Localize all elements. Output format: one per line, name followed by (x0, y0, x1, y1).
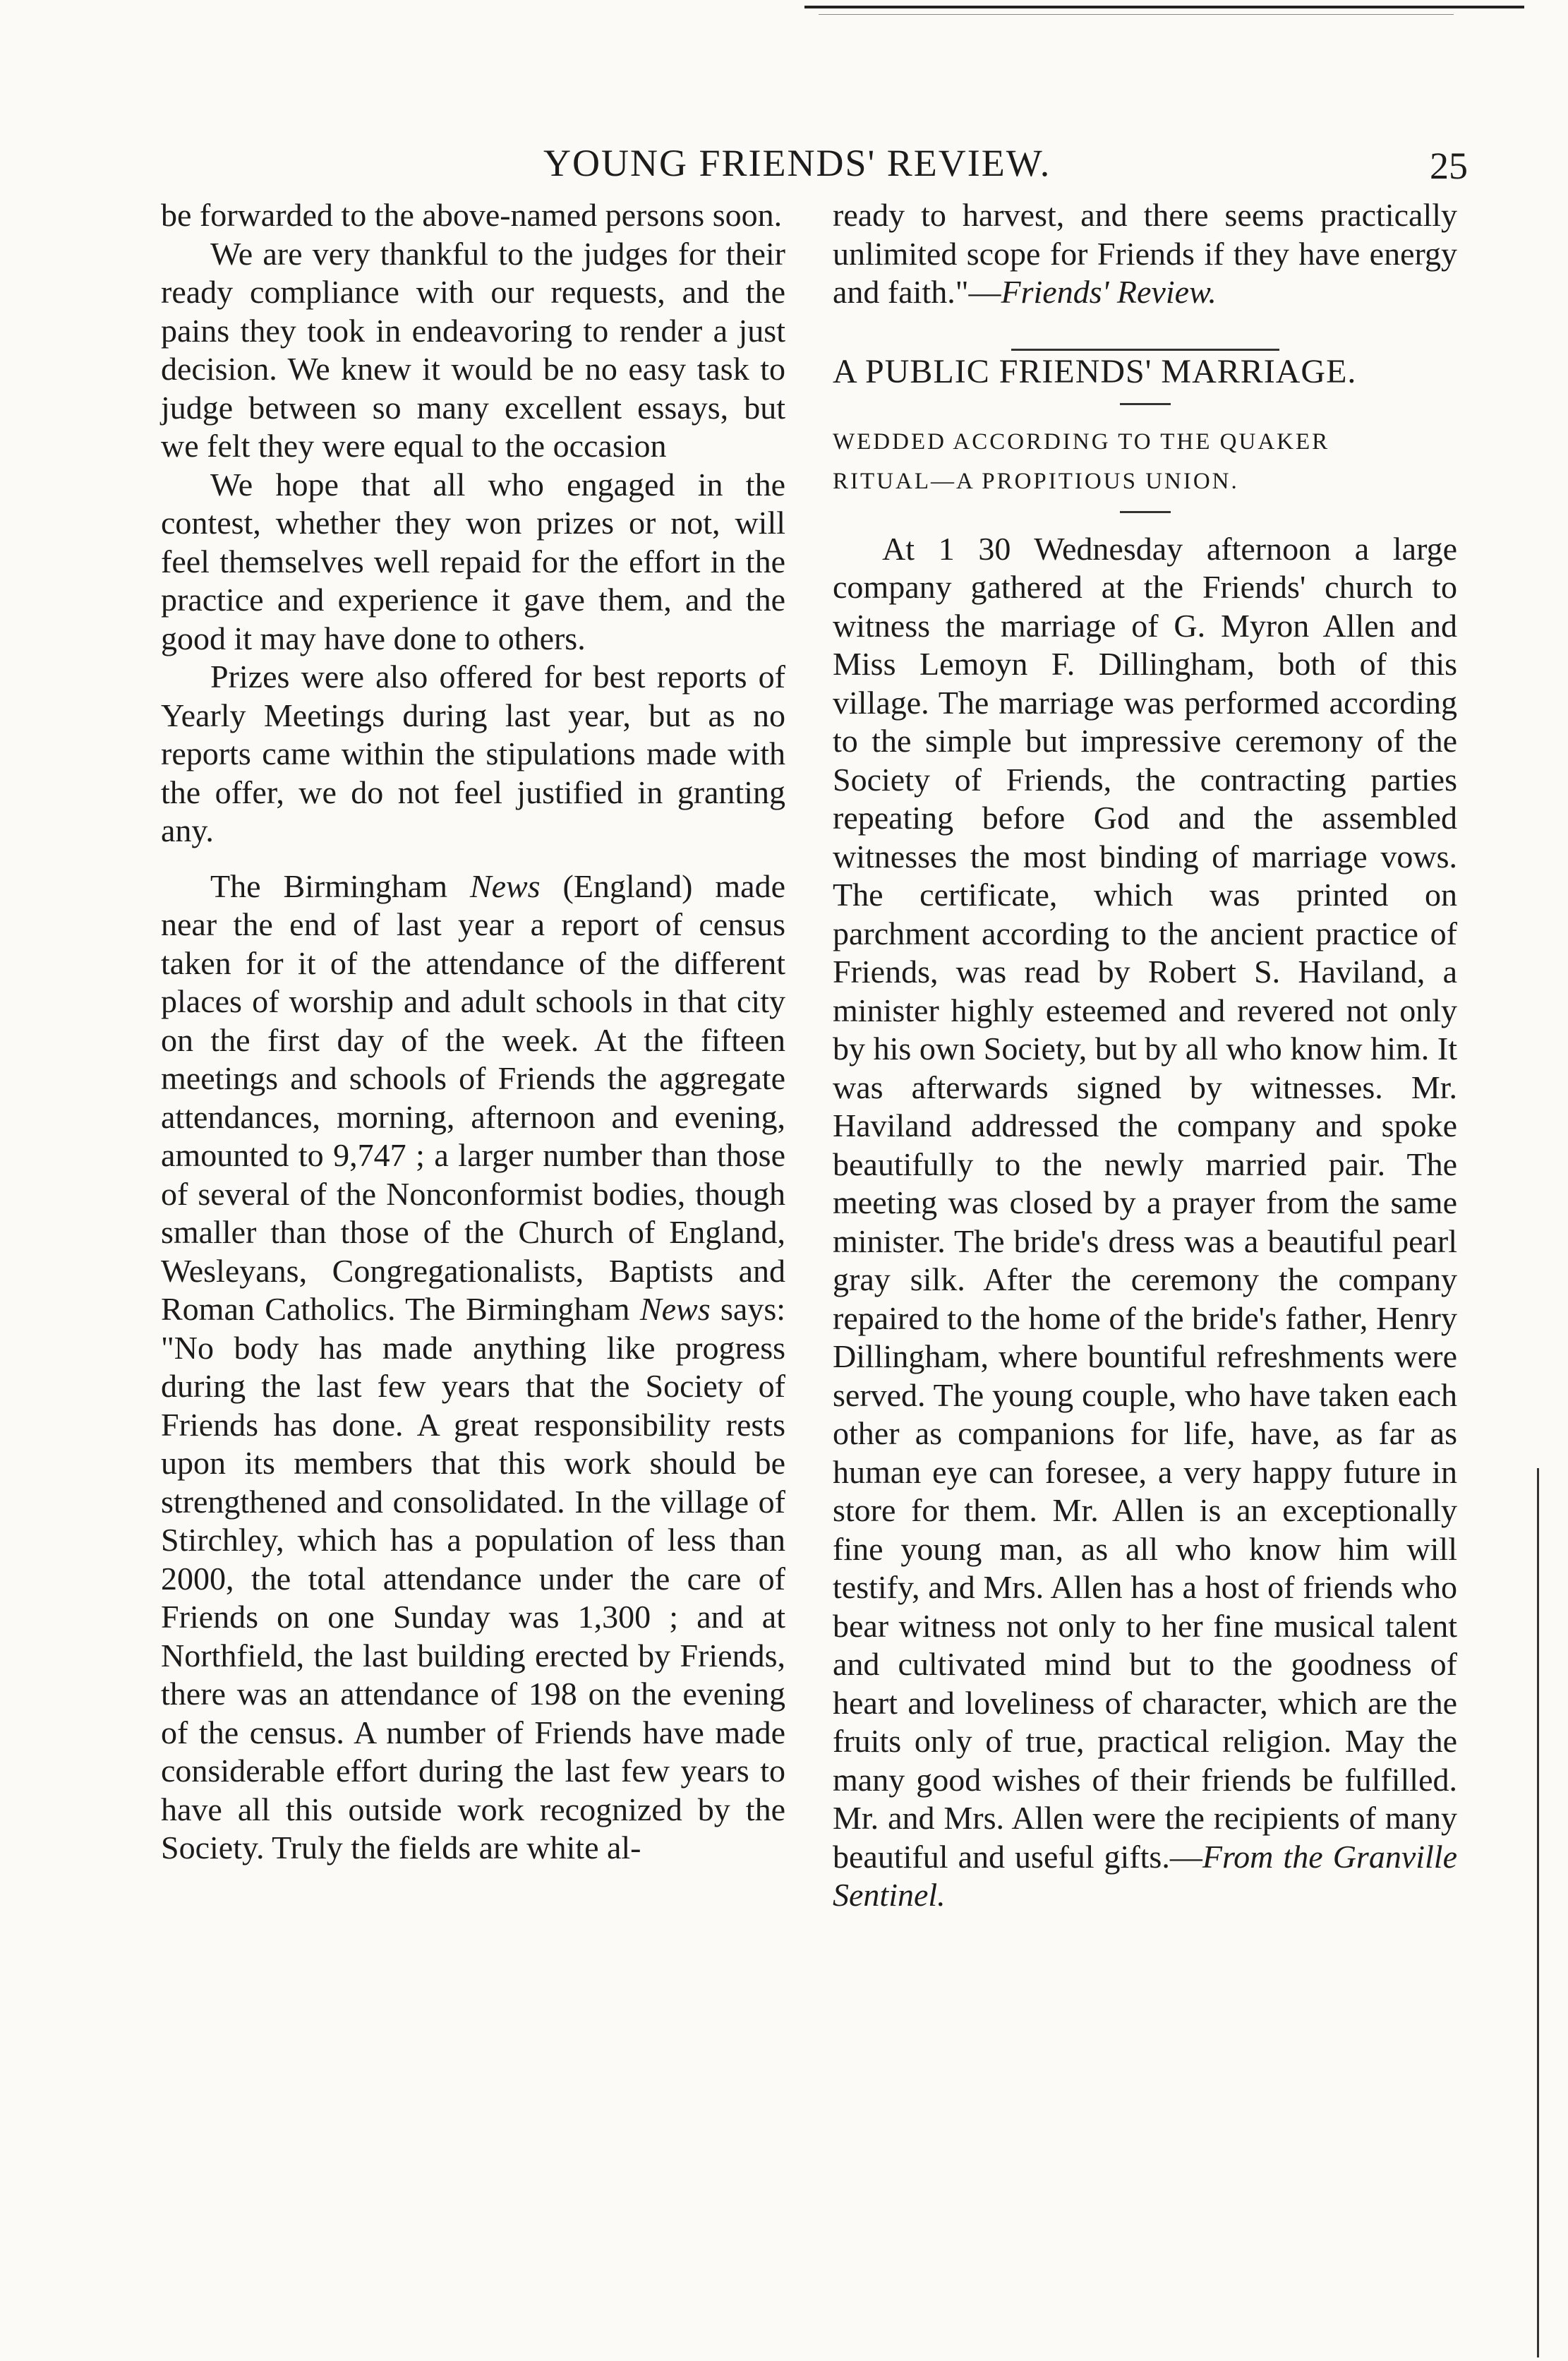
running-title: YOUNG FRIENDS' REVIEW. (543, 142, 1051, 184)
article-title: A PUBLIC FRIENDS' MARRIAGE. (833, 352, 1357, 390)
paragraph-continuation: be forwarded to the above-named persons soon. (161, 197, 783, 233)
paragraph-prizes: Prizes were also offered for best reports of Yearly Meetings during last year, but as no reports came within the stipulations made with the offer, we do not feel justified in granting any. (161, 659, 785, 848)
text-segment: (England) made near the end of last year a report of census taken for it of the attendance of the different places of worship and adult schools in that city on the first day of the week. At the fifteen meetings and schools of Friends the aggregate attendances, morning, afternoon and evening, amounted to 9,747 ; a larger number than those of several of the Nonconformist bodies, though smaller than those of the Church of England, Wesleyans, Congregationalists, Baptists and Roman Catholics. The Birmingham (161, 867, 785, 1327)
source-citation: From the Granville Sentinel. (833, 1838, 1457, 1913)
text-segment: The Birmingham (210, 867, 470, 904)
right-column (833, 196, 1457, 1915)
text-segment: says: "No body has made anything like progress during the last few years that the Society of Friends has done. A great responsibility rests upon its members that this work should be strengthened and consolidated. In the village of Stirchley, which has a population of less than 2000, the total attendance under the care of Friends on one Sunday was 1,300 ; and at Northfield, the last building erected by Friends, there was an attendance of 198 on the evening of the census. A number of Friends have made considerable effort during the last few years to have all this outside work recognized by the Society. Truly the fields are white al- (161, 1291, 785, 1866)
newspaper-title: News (639, 1291, 711, 1327)
subtitle-dash (1120, 511, 1171, 513)
source-citation: Friends' Review. (1001, 274, 1217, 310)
title-dash (1120, 403, 1171, 405)
paragraph-judges: We are very thankful to the judges for their ready compliance with our requests, and the pains they took in endeavoring to render a just decision. We knew it would be no easy task to judge between so many excellent essays, but we felt they were equal to the occasion (161, 235, 785, 464)
paragraph-birmingham-news (161, 867, 785, 1868)
article-subtitle-line1: WEDDED ACCORDING TO THE QUAKER (833, 428, 1330, 455)
page-number: 25 (1430, 145, 1468, 187)
paragraph-continuation-right (833, 196, 1457, 312)
paragraph-marriage (833, 530, 1457, 1915)
top-edge-rule (804, 6, 1524, 8)
newspaper-title: News (469, 867, 541, 904)
text-segment: At 1 30 Wednesday afternoon a large company gathered at the Friends' church to witness the marriage of G. Myron Allen and Miss Lemoyn F. Dillingham, both of this village. The marriage was performed according to the simple but impressive ceremony of the Society of Friends, the contracting parties repeating before God and the assembled witnesses the most binding of marriage vows. The certificate, which was printed on parchment according to the ancient practice of Friends, was read by Robert S. Haviland, a minister highly esteemed and revered not only by his own Society, but by all who know him. It was afterwards signed by witnesses. Mr. Haviland addressed the company and spoke beautifully to the newly married pair. The meeting was closed by a prayer from the same minister. The bride's dress was a beautiful pearl gray silk. After the ceremony the company repaired to the home of the bride's father, Henry Dillingham, where bountiful refreshments were served. The young couple, who have taken each other as companions for life, have, as far as human eye can foresee, a very happy future in store for them. Mr. Allen is an exceptionally fine young man, as all who know him will testify, and Mrs. Allen has a host of friends who bear witness not only to her fine musical talent and cultivated mind but to the goodness of heart and loveliness of character, which are the fruits only of true, practical religion. May the many good wishes of their friends be fulfilled. Mr. and Mrs. Allen were the recipients of many beautiful and useful gifts.— (833, 530, 1457, 1875)
article-subtitle-line2: RITUAL—A PROPITIOUS UNION. (833, 468, 1239, 494)
right-margin-rule (1537, 1468, 1539, 2357)
text-segment: ready to harvest, and there seems practically unlimited scope for Friends if they have energy and faith."— (833, 197, 1457, 310)
top-edge-thin-rule (819, 14, 1454, 15)
paragraph-contest: We hope that all who engaged in the contest, whether they won prizes or not, will feel themselves well repaid for the effort in the practice and experience it gave them, and the good it may have done to others. (161, 466, 785, 656)
left-column (161, 196, 785, 1868)
page-header (162, 141, 1468, 191)
